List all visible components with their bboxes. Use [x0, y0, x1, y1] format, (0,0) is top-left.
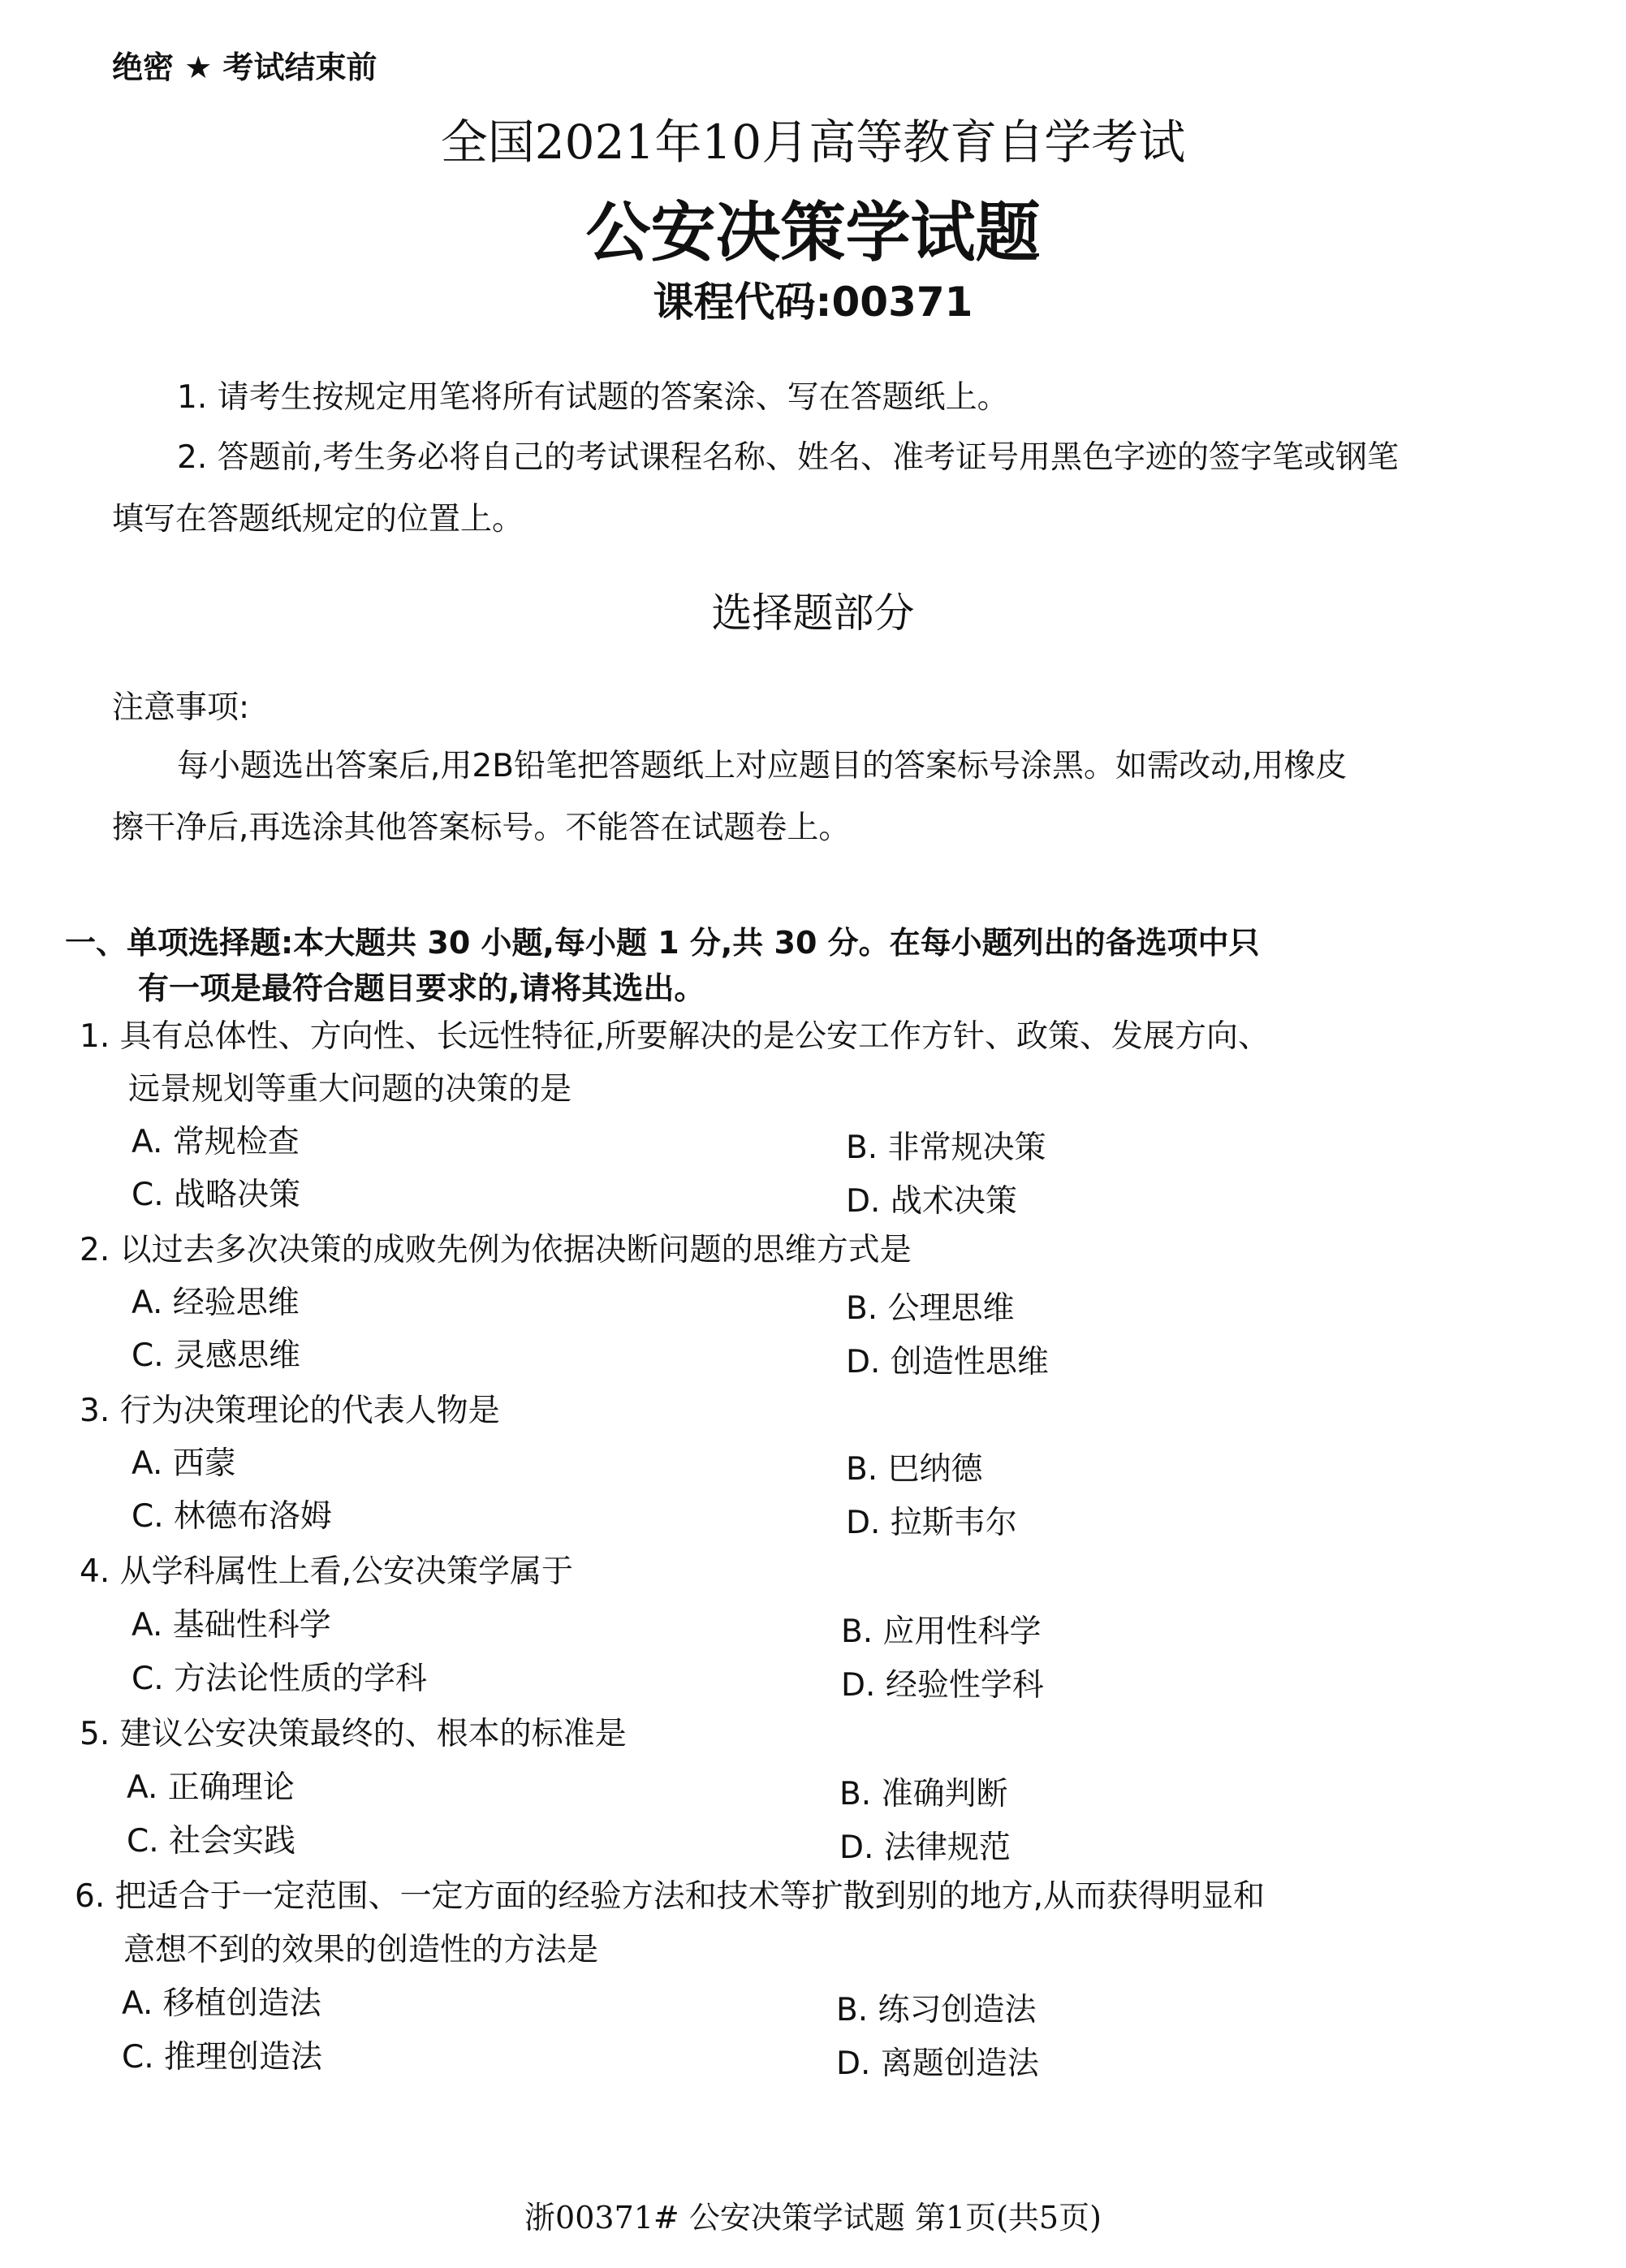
question-4-option-a: A. 基础性科学: [132, 1607, 331, 1644]
part1-heading-continued: 有一项是最符合题目要求的,请将其选出。: [138, 970, 705, 1006]
notice-line-1: 每小题选出答案后,用2B铅笔把答题纸上对应题目的答案标号涂黑。如需改动,用橡皮: [177, 748, 1348, 784]
question-3-option-c: C. 林德布洛姆: [132, 1498, 333, 1535]
question-1-option-a: A. 常规检查: [132, 1124, 300, 1160]
question-1-option-b: B. 非常规决策: [846, 1130, 1046, 1166]
question-4-stem: 4. 从学科属性上看,公安决策学属于: [80, 1553, 574, 1590]
question-2-option-c: C. 灵感思维: [132, 1337, 301, 1374]
question-5-option-d: D. 法律规范: [839, 1830, 1011, 1866]
question-1-option-c: C. 战略决策: [132, 1177, 301, 1213]
question-4-option-b: B. 应用性科学: [841, 1614, 1042, 1650]
question-3-option-a: A. 西蒙: [132, 1445, 236, 1482]
course-code: 课程代码:00371: [653, 279, 973, 326]
instruction-1: 1. 请考生按规定用笔将所有试题的答案涂、写在答题纸上。: [177, 379, 1009, 416]
question-6-stem: 6. 把适合于一定范围、一定方面的经验方法和技术等扩散到别的地方,从而获得明显和: [75, 1878, 1266, 1915]
part1-heading: 一、单项选择题:本大题共 30 小题,每小题 1 分,共 30 分。在每小题列出的备选项中只: [65, 925, 1260, 961]
question-3-stem: 3. 行为决策理论的代表人物是: [80, 1393, 500, 1429]
notice-line-2: 擦干净后,再选涂其他答案标号。不能答在试题卷上。: [112, 810, 851, 846]
question-2-option-d: D. 创造性思维: [846, 1344, 1049, 1380]
question-2-option-b: B. 公理思维: [846, 1290, 1015, 1327]
question-6-option-c: C. 推理创造法: [122, 2039, 323, 2076]
question-5-stem: 5. 建议公安决策最终的、根本的标准是: [80, 1716, 627, 1752]
instruction-2-continued: 填写在答题纸规定的位置上。: [112, 501, 524, 538]
question-6-option-d: D. 离题创造法: [836, 2046, 1039, 2082]
paper-title: 公安决策学试题: [585, 195, 1041, 270]
section-title: 选择题部分: [711, 590, 915, 637]
question-6-option-a: A. 移植创造法: [122, 1985, 321, 2022]
question-2-stem: 2. 以过去多次决策的成败先例为依据决断问题的思维方式是: [80, 1232, 912, 1268]
question-3-option-d: D. 拉斯韦尔: [846, 1505, 1017, 1541]
notice-title: 注意事项:: [112, 689, 250, 726]
page-footer: 浙00371# 公安决策学试题 第1页(共5页): [524, 2200, 1102, 2236]
question-6-option-b: B. 练习创造法: [836, 1992, 1037, 2028]
question-1-stem-continued: 远景规划等重大问题的决策的是: [128, 1071, 572, 1108]
question-3-option-b: B. 巴纳德: [846, 1451, 983, 1488]
question-4-option-c: C. 方法论性质的学科: [132, 1661, 428, 1697]
question-6-stem-continued: 意想不到的效果的创造性的方法是: [123, 1932, 599, 1968]
instruction-2: 2. 答题前,考生务必将自己的考试课程名称、姓名、准考证号用黑色字迹的签字笔或钢笔: [177, 439, 1400, 476]
question-2-option-a: A. 经验思维: [132, 1285, 300, 1321]
question-1-option-d: D. 战术决策: [846, 1183, 1017, 1220]
question-1-stem: 1. 具有总体性、方向性、长远性特征,所要解决的是公安工作方针、政策、发展方向、: [80, 1018, 1270, 1055]
question-5-option-a: A. 正确理论: [127, 1769, 295, 1806]
confidential-label: 绝密 ★ 考试结束前: [112, 50, 377, 85]
exam-title: 全国2021年10月高等教育自学考试: [440, 114, 1186, 170]
question-5-option-b: B. 准确判断: [839, 1776, 1008, 1812]
question-5-option-c: C. 社会实践: [127, 1823, 296, 1860]
question-4-option-d: D. 经验性学科: [841, 1667, 1044, 1704]
